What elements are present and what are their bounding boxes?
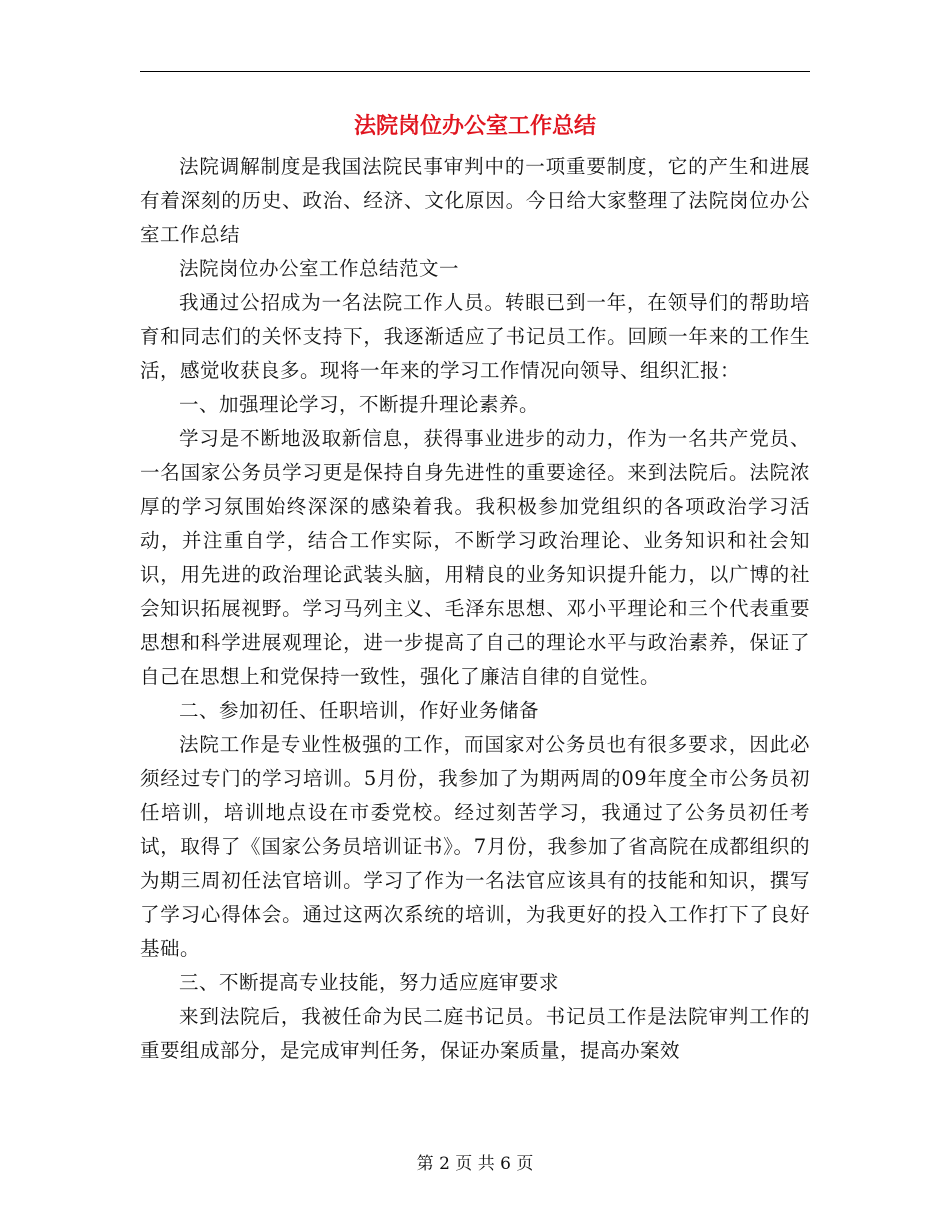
section-heading-3: 三、不断提高专业技能，努力适应庭审要求 — [179, 971, 560, 994]
document-body — [140, 150, 810, 1068]
body-paragraph: 我通过公招成为一名法院工作人员。转眼已到一年，在领导们的帮助培育和同志们的关怀支持下，我逐渐适应了书记员工作。回顾一年来的工作生活，感觉收获良多。现将一年来的学习工作情况向领导、组织汇报： — [140, 291, 810, 382]
page-footer: 第 2 页 共 6 页 — [416, 1154, 534, 1174]
body-paragraph: 来到法院后，我被任命为民二庭书记员。书记员工作是法院审判工作的重要组成部分，是完成审判任务，保证办案质量，提高办案效 — [140, 1005, 810, 1062]
header-rule — [140, 71, 810, 72]
sample-heading: 法院岗位办公室工作总结范文一 — [179, 257, 460, 280]
section-heading-2: 二、参加初任、任职培训，作好业务储备 — [179, 699, 540, 722]
body-paragraph: 学习是不断地汲取新信息，获得事业进步的动力，作为一名共产党员、一名国家公务员学习更是保持自身先进性的重要途径。来到法院后。法院浓厚的学习氛围始终深深的感染着我。我积极参加党组织的各项政治学习活动，并注重自学，结合工作实际，不断学习政治理论、业务知识和社会知识，用先进的政治理论武装头脑，用精良的业务知识提升能力，以广博的社会知识拓展视野。学习马列主义、毛泽东思想、邓小平理论和三个代表重要思想和科学进展观理论，进一步提高了自己的理论水平与政治素养，保证了自己在思想上和党保持一致性，强化了廉洁自律的自觉性。 — [140, 427, 810, 688]
section-heading-1: 一、加强理论学习，不断提升理论素养。 — [179, 393, 540, 416]
intro-paragraph: 法院调解制度是我国法院民事审判中的一项重要制度，它的产生和进展有着深刻的历史、政治、经济、文化原因。今日给大家整理了法院岗位办公室工作总结 — [140, 155, 810, 246]
document-title: 法院岗位办公室工作总结 — [353, 113, 596, 139]
body-paragraph: 法院工作是专业性极强的工作，而国家对公务员也有很多要求，因此必须经过专门的学习培训。5月份，我参加了为期两周的09年度全市公务员初任培训，培训地点设在市委党校。经过刻苦学习，我通过了公务员初任考试，取得了《国家公务员培训证书》。7月份，我参加了省高院在成都组织的为期三周初任法官培训。学习了作为一名法官应该具有的技能和知识，撰写了学习心得体会。通过这两次系统的培训，为我更好的投入工作打下了良好基础。 — [140, 733, 810, 960]
